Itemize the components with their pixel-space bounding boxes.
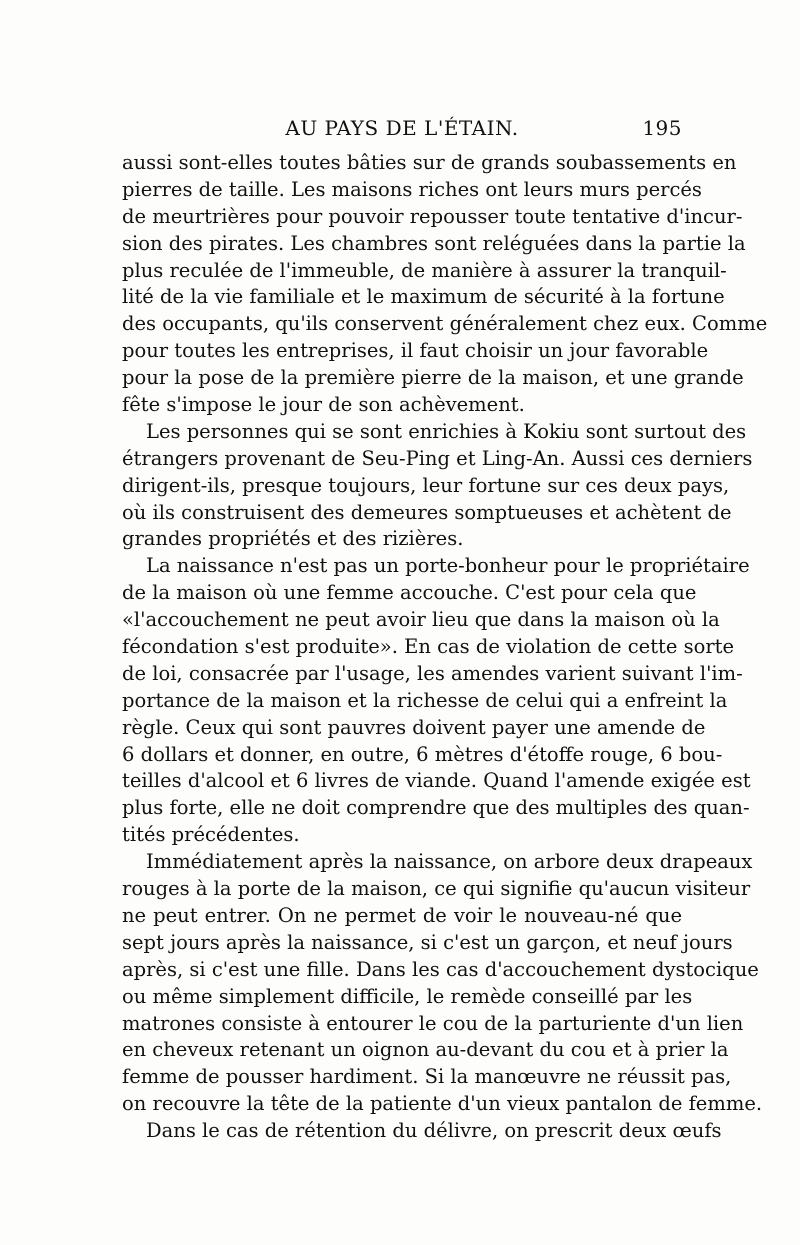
text-line: femme de pousser hardiment. Si la manœuvre ne réussit pas, [122,1065,732,1089]
text-line: fête s'impose le jour de son achèvement. [122,393,525,417]
text-line: de la maison où une femme accouche. C'est pour cela que [122,581,697,605]
text-line: de meurtrières pour pouvoir repousser toute tentative d'incur- [122,204,743,228]
text-line: où ils construisent des demeures somptueuses et achètent de [122,500,732,524]
text-line: dirigent-ils, presque toujours, leur fortune sur ces deux pays, [122,473,730,497]
text-line: pour toutes les entreprises, il faut choisir un jour favorable [122,339,709,363]
text-line: 6 dollars et donner, en outre, 6 mètres d'étoffe rouge, 6 bou- [122,742,723,766]
text-line: matrones consiste à entourer le cou de la parturiente d'un lien [122,1011,744,1035]
text-line: étrangers provenant de Seu-Ping et Ling-An. Aussi ces derniers [122,446,753,470]
paragraph-first-line: Immédiatement après la naissance, on arbore deux drapeaux [146,850,753,874]
text-line: en cheveux retenant un oignon au-devant du cou et à prier la [122,1038,729,1062]
paragraph-first-line: Dans le cas de rétention du délivre, on prescrit deux œufs [146,1119,722,1143]
text-line: plus reculée de l'immeuble, de manière à assurer la tranquil- [122,258,727,282]
text-line: des occupants, qu'ils conservent généralement chez eux. Comme [122,312,768,336]
text-line: sion des pirates. Les chambres sont reléguées dans la partie la [122,231,746,255]
text-line: après, si c'est une fille. Dans les cas d'accouchement dystocique [122,957,759,981]
page-number: 195 [642,116,682,140]
running-title: AU PAYS DE L'ÉTAIN. [285,116,519,140]
text-line: ne peut entrer. On ne permet de voir le nouveau-né que [122,903,682,927]
text-line: on recouvre la tête de la patiente d'un vieux pantalon de femme. [122,1092,763,1116]
body-text [122,150,768,1145]
text-line: aussi sont-elles toutes bâties sur de grands soubassements en [122,151,737,174]
text-line: pierres de taille. Les maisons riches ont leurs murs percés [122,177,702,201]
text-line: teilles d'alcool et 6 livres de viande. Quand l'amende exigée est [122,769,751,793]
text-line: de loi, consacrée par l'usage, les amendes varient suivant l'im- [122,661,743,685]
text-line: portance de la maison et la richesse de celui qui a enfreint la [122,688,728,712]
running-header [122,116,682,146]
text-line: rouges à la porte de la maison, ce qui signifie qu'aucun visiteur [122,877,751,901]
text-line: ou même simplement difficile, le remède conseillé par les [122,984,693,1008]
paragraph-first-line: Les personnes qui se sont enrichies à Kokiu sont surtout des [146,419,747,443]
text-line: sept jours après la naissance, si c'est un garçon, et neuf jours [122,930,733,954]
text-line: lité de la vie familiale et le maximum de sécurité à la fortune [122,285,725,309]
text-line: plus forte, elle ne doit comprendre que des multiples des quan- [122,796,750,820]
text-line: «l'accouchement ne peut avoir lieu que dans la maison où la [122,608,720,632]
text-line: règle. Ceux qui sont pauvres doivent payer une amende de [122,715,706,739]
text-line: grandes propriétés et des rizières. [122,527,464,551]
paragraph-first-line: La naissance n'est pas un porte-bonheur pour le propriétaire [146,554,750,578]
text-line: fécondation s'est produite». En cas de violation de cette sorte [122,635,735,659]
text-line: pour la pose de la première pierre de la maison, et une grande [122,366,744,390]
text-line: tités précédentes. [122,823,300,847]
